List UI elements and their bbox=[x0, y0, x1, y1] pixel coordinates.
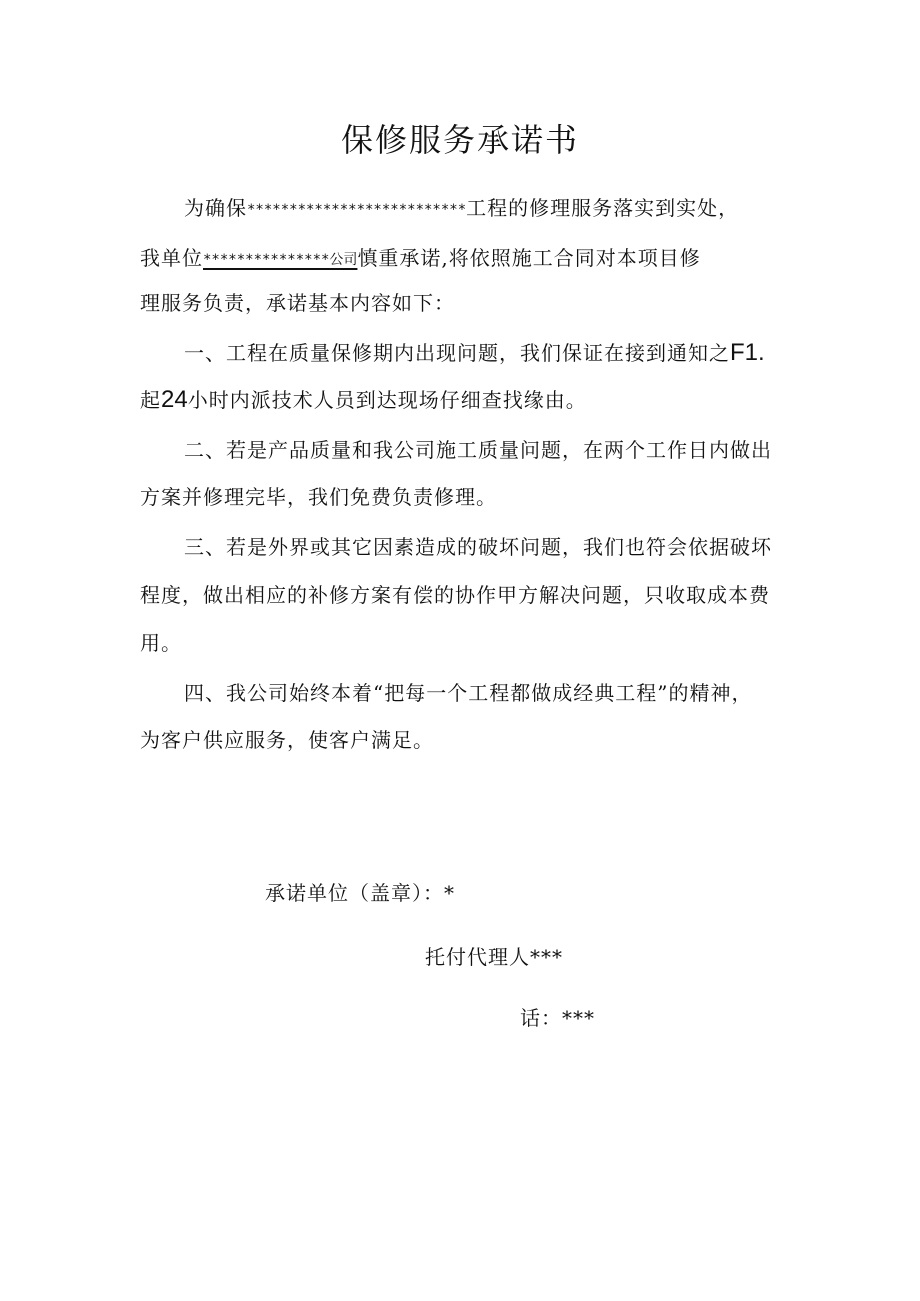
clause-3-line-3: 用。 bbox=[140, 631, 182, 655]
clause-4-line-1: 四、我公司始终本着“把每一个工程都做成经典工程”的精神， bbox=[184, 681, 753, 705]
signature-phone: 话：*** bbox=[520, 1006, 595, 1030]
clause-text: 一、工程在质量保修期内出现问题，我们保证在接到通知之 bbox=[184, 341, 730, 365]
signature-agent: 托付代理人*** bbox=[425, 945, 563, 969]
intro-line-1 bbox=[184, 193, 739, 225]
clause-text: 起 bbox=[140, 388, 161, 412]
intro-text: 慎重承诺,将依照施工合同对本项目修 bbox=[357, 246, 701, 270]
signature-unit: 承诺单位（盖章）：* bbox=[265, 881, 455, 905]
intro-line-3: 理服务负责，承诺基本内容如下： bbox=[140, 291, 455, 315]
clause-latin-text: 24 bbox=[161, 386, 188, 413]
clause-3-line-2: 程度，做出相应的补修方案有偿的协作甲方解决问题，只收取成本费 bbox=[140, 583, 770, 607]
clause-2-line-1: 二、若是产品质量和我公司施工质量问题，在两个工作日内做出 bbox=[184, 438, 772, 462]
clause-3-line-1: 三、若是外界或其它因素造成的破坏问题，我们也符会依据破坏 bbox=[184, 535, 772, 559]
intro-line-2 bbox=[140, 243, 701, 275]
clause-1-line-1 bbox=[184, 338, 765, 368]
clause-1-line-2 bbox=[140, 385, 587, 415]
project-name-placeholder: ************************** bbox=[247, 202, 467, 218]
company-name-placeholder: ***************公司 bbox=[203, 252, 358, 268]
clause-4-line-2: 为客户供应服务，使客户满足。 bbox=[140, 728, 434, 752]
document-title: 保修服务承诺书 bbox=[340, 121, 579, 159]
intro-text: 我单位 bbox=[140, 246, 203, 270]
clause-latin-text: F1. bbox=[730, 339, 765, 366]
clause-2-line-2: 方案并修理完毕，我们免费负责修理。 bbox=[140, 485, 497, 509]
clause-text: 小时内派技术人员到达现场仔细查找缘由。 bbox=[187, 388, 587, 412]
intro-text: 为确保 bbox=[184, 196, 247, 220]
intro-text: 工程的修理服务落实到实处， bbox=[466, 196, 740, 220]
